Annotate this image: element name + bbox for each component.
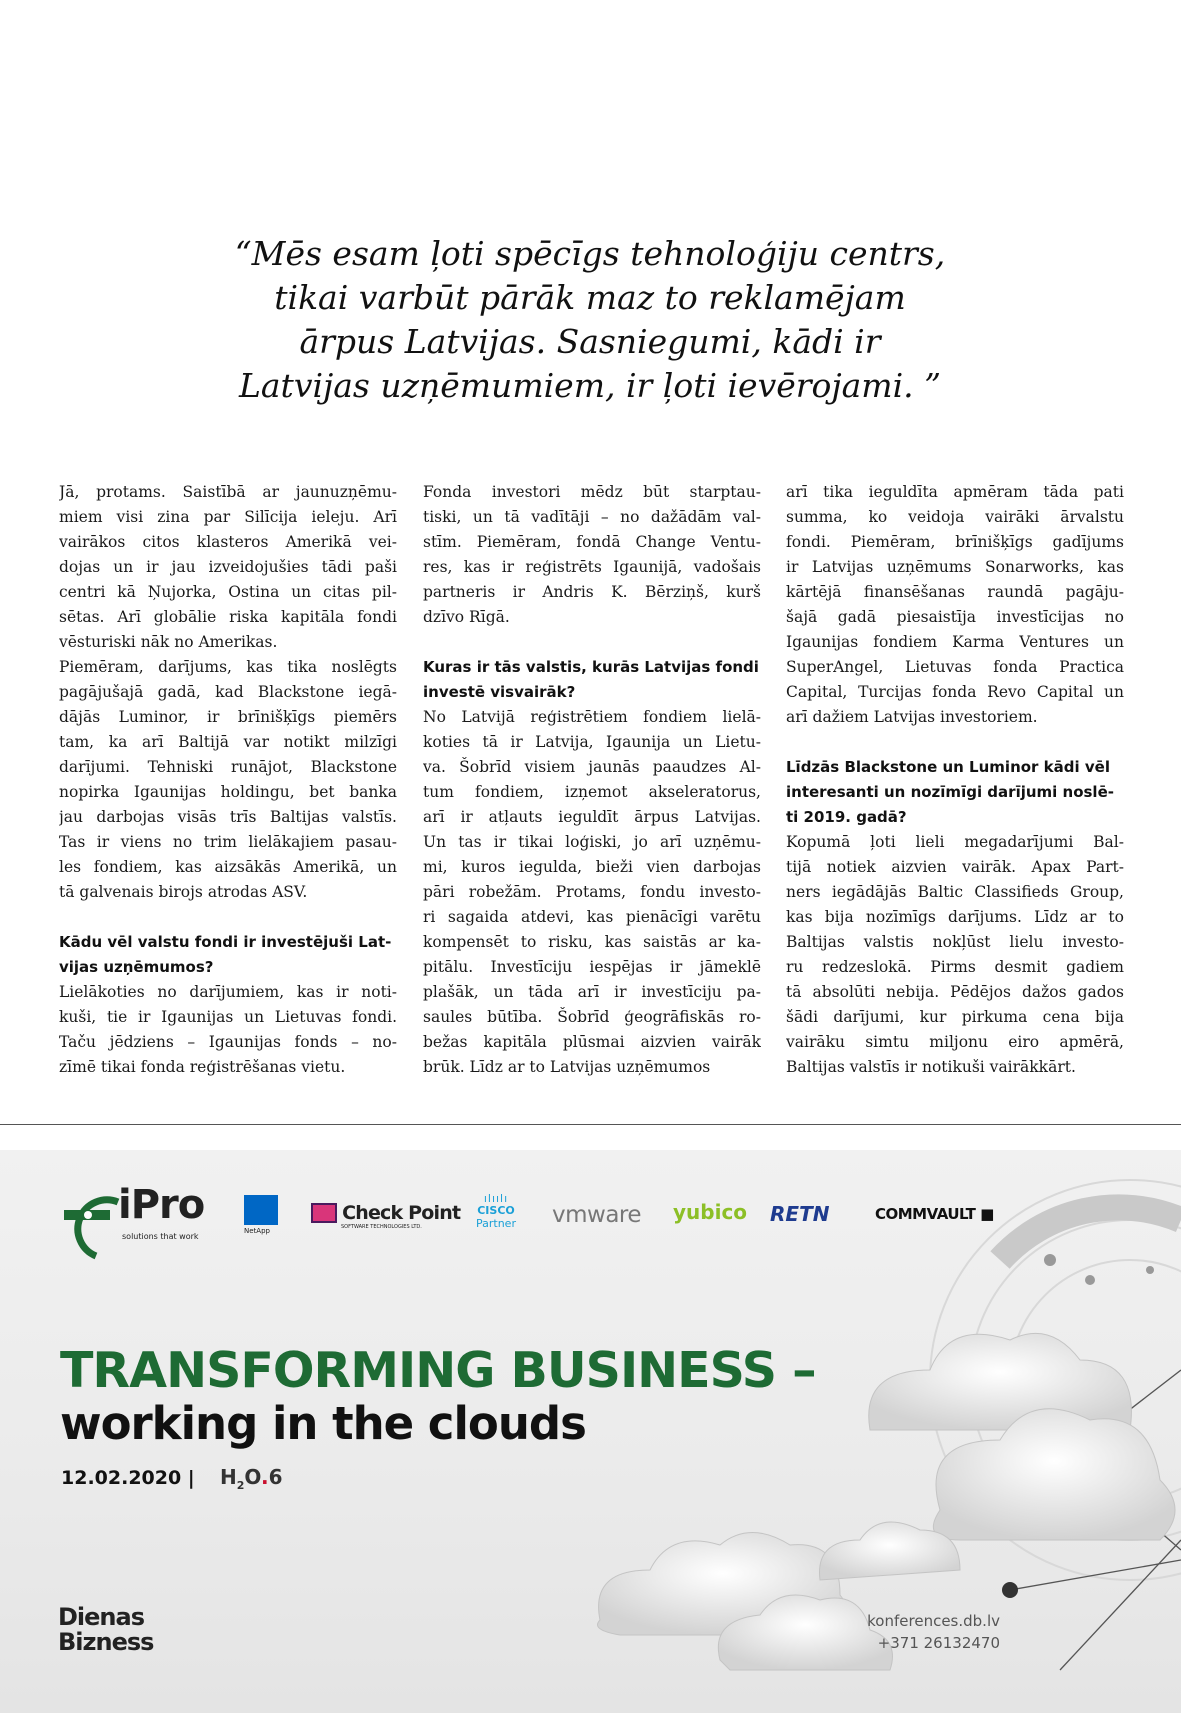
body-text-line: vēsturiski nāk no Amerikas. <box>59 633 278 651</box>
body-text-line: Igaunijas fondiem Karma Ventures un <box>786 633 1124 651</box>
body-text-line: vairākos citos klasteros Amerikā vei- <box>59 533 397 551</box>
checkpoint-name: Check Point <box>342 1202 461 1224</box>
contact-website[interactable]: konferences.db.lv <box>867 1612 1000 1630</box>
venue-digit: 6 <box>268 1465 283 1489</box>
pull-quote <box>150 232 1030 408</box>
body-text-line: Capital, Turcijas fonda Revo Capital un <box>786 683 1124 701</box>
section-heading-line: vijas uzņēmumos? <box>59 958 214 976</box>
article-body <box>59 480 1124 1080</box>
ipro-name: iPro <box>118 1182 205 1228</box>
sponsor-logos <box>0 1150 1181 1270</box>
body-text-line: Baltijas valstīs ir notikuši vairākkārt. <box>786 1058 1076 1076</box>
checkpoint-subtitle: SOFTWARE TECHNOLOGIES LTD. <box>341 1224 422 1230</box>
body-text-line: zīmē tikai fonda reģistrēšanas vietu. <box>59 1058 346 1076</box>
body-text-line: darījumi. Tehniski runājot, Blackstone <box>59 758 397 776</box>
body-text-line: pāri robežām. Protams, fondu investo- <box>423 883 761 901</box>
body-text-line: ir Latvijas uzņēmums Sonarworks, kas <box>786 558 1124 576</box>
body-text-line: brūk. Līdz ar to Latvijas uzņēmumos <box>423 1058 711 1076</box>
body-text-line: koties tā ir Latvija, Igaunija un Lietu- <box>423 733 761 751</box>
ad-title: TRANSFORMING BUSINESS – <box>60 1342 816 1399</box>
pull-quote-line: Latvijas uzņēmumiem, ir ļoti ievērojami. ” <box>238 366 942 405</box>
cisco-partner-label: Partner <box>476 1217 516 1230</box>
dienas-bizness-logo <box>58 1605 153 1655</box>
commvault-logo <box>875 1205 994 1223</box>
body-text-line: dojas un ir jau izveidojušies tādi paši <box>59 558 397 576</box>
body-text-line: plašāk, un tāda arī ir investīciju pa- <box>423 983 761 1001</box>
body-text-line: Un tas ir tikai loģiski, jo arī uzņēmu- <box>423 833 761 851</box>
cisco-partner-logo <box>468 1194 524 1230</box>
section-heading-line: Kuras ir tās valstis, kurās Latvijas fondi <box>423 658 759 676</box>
body-text-line: kompensēt to risku, kas saistās ar ka- <box>423 933 761 951</box>
body-text-line: partneris ir Andris K. Bērziņš, kurš <box>423 583 761 601</box>
body-text-line: miem visi zina par Silīcija ieleju. Arī <box>59 508 397 526</box>
body-text-line: kuši, tie ir Igaunijas un Lietuvas fondi. <box>59 1008 397 1026</box>
ipro-swirl-icon <box>56 1172 126 1262</box>
db-logo-line1: Dienas <box>58 1603 144 1631</box>
body-text-line: SuperAngel, Lietuvas fonda Practica <box>786 658 1124 676</box>
body-text-line: ners iegādājās Baltic Classifieds Group, <box>786 883 1124 901</box>
cisco-bars-icon: ılıılı <box>483 1192 509 1205</box>
body-text-line: arī ir atļauts ieguldīt ārpus Latvijas. <box>423 808 761 826</box>
body-text-line: stīm. Piemēram, fondā Change Ventu- <box>423 533 761 551</box>
commvault-name: COMMVAULT <box>875 1205 976 1223</box>
body-text-line: pagājušajā gadā, kad Blackstone iegā- <box>59 683 397 701</box>
body-text-line: va. Šobrīd visiem jaunās paaudzes Al- <box>423 758 761 776</box>
body-text-line: les fondiem, kas aizsākās Amerikā, un <box>59 858 397 876</box>
body-text-line: fondi. Piemēram, brīnišķīgs gadījums <box>786 533 1124 551</box>
checkpoint-icon <box>311 1203 337 1223</box>
body-text-line: bežas kapitāla plūsmai aizvien vairāk <box>423 1033 761 1051</box>
article-column-3 <box>786 480 1124 1080</box>
venue-dot: . <box>260 1465 269 1489</box>
body-text-line: Fonda investori mēdz būt starptau- <box>423 483 761 501</box>
body-text-line: centri kā Ņujorka, Ostina un citas pil- <box>59 583 397 601</box>
section-divider <box>0 1124 1181 1125</box>
contact-phone: +371 26132470 <box>877 1634 1000 1652</box>
article-column-1 <box>59 480 397 1080</box>
netapp-n-icon <box>244 1195 278 1225</box>
body-text-line: tā galvenais birojs atrodas ASV. <box>59 883 308 901</box>
body-text-line: ru redzeslokā. Pirms desmit gadiem <box>786 958 1124 976</box>
yubico-logo: yubico <box>673 1200 748 1224</box>
body-text-line: sētas. Arī globālie riska kapitāla fondi <box>59 608 397 626</box>
body-text-line: tiski, un tā vadītāji – no dažādām val- <box>423 508 761 526</box>
paragraph-gap <box>786 730 1124 755</box>
venue-logo <box>220 1465 283 1492</box>
paragraph-gap <box>423 630 761 655</box>
commvault-cube-icon: ■ <box>980 1205 994 1223</box>
venue-subscript: 2 <box>236 1479 245 1492</box>
body-text-line: tam, ka arī Baltijā var notikt milzīgi <box>59 733 397 751</box>
body-text-line: dājās Luminor, ir brīnišķīgs piemērs <box>59 708 397 726</box>
article-column-2 <box>423 480 761 1080</box>
db-logo-line2: Bizness <box>58 1628 154 1656</box>
body-text-line: nopirka Igaunijas holdingu, bet banka <box>59 783 397 801</box>
body-text-line: Piemēram, darījums, kas tika noslēgts <box>59 658 397 676</box>
body-text-line: šajā gadā piesaistīja investīcijas no <box>786 608 1124 626</box>
netapp-logo <box>244 1195 280 1235</box>
ipro-logo <box>56 1172 206 1262</box>
body-text-line: summa, ko veidoja vairāki ārvalstu <box>786 508 1124 526</box>
body-text-line: Lielākoties no darījumiem, kas ir noti- <box>59 983 397 1001</box>
ad-subtitle: working in the clouds <box>60 1397 586 1450</box>
body-text-line: Taču jēdziens – Igaunijas fonds – no- <box>59 1033 397 1051</box>
section-heading-line: ti 2019. gadā? <box>786 808 907 826</box>
body-text-line: tijā notiek aizvien vairāk. Apax Part- <box>786 858 1124 876</box>
body-text-line: Jā, protams. Saistībā ar jaunuzņēmu- <box>59 483 397 501</box>
body-text-line: kas bija nozīmīgs darījums. Līdz ar to <box>786 908 1124 926</box>
checkpoint-logo <box>311 1202 461 1230</box>
body-text-line: mi, kuros iegulda, bieži vien darbojas <box>423 858 761 876</box>
pull-quote-line: ārpus Latvijas. Sasniegumi, kādi ir <box>299 322 881 361</box>
body-text-line: arī dažiem Latvijas investoriem. <box>786 708 1038 726</box>
advertisement <box>0 1150 1181 1713</box>
body-text-line: pitālu. Investīciju iespējas ir jāmeklē <box>423 958 761 976</box>
contact-info <box>867 1610 1000 1654</box>
body-text-line: res, kas ir reģistrēts Igaunijā, vadošais <box>423 558 761 576</box>
ipro-tagline: solutions that work <box>122 1232 199 1241</box>
body-text-line: tum fondiem, izņemot akseleratorus, <box>423 783 761 801</box>
section-heading-line: interesanti un nozīmīgi darījumi noslē- <box>786 783 1114 801</box>
body-text-line: Baltijas valstis nokļūst lielu investo- <box>786 933 1124 951</box>
body-text-line: Kopumā ļoti lieli megadarījumi Bal- <box>786 833 1124 851</box>
cisco-name: CISCO <box>477 1204 515 1217</box>
body-text-line: šādi darījumi, kur pirkuma cena bija <box>786 1008 1124 1026</box>
body-text-line: jau darbojas visās trīs Baltijas valstīs. <box>59 808 397 826</box>
netapp-label: NetApp <box>244 1227 270 1235</box>
body-text-line: kārtējā finansēšanas raundā pagāju- <box>786 583 1124 601</box>
body-text-line: tā absolūti nebija. Pēdējos dažos gados <box>786 983 1124 1001</box>
vmware-logo: vmware <box>552 1202 642 1228</box>
venue-letter-o: O <box>244 1465 261 1489</box>
section-heading-line: Kādu vēl valstu fondi ir investējuši Lat- <box>59 933 392 951</box>
event-date: 12.02.2020 | <box>61 1467 195 1489</box>
pull-quote-line: “Mēs esam ļoti spēcīgs tehnoloģiju centrs, <box>234 234 946 273</box>
body-text-line: saules būtība. Šobrīd ģeogrāfiskās ro- <box>423 1008 761 1026</box>
body-text-line: Tas ir viens no trim lielākajiem pasau- <box>59 833 397 851</box>
body-text-line: vairāku simtu miljonu eiro apmērā, <box>786 1033 1124 1051</box>
body-text-line: dzīvo Rīgā. <box>423 608 510 626</box>
section-heading-line: investē visvairāk? <box>423 683 576 701</box>
body-text-line: arī tika ieguldīta apmēram tāda pati <box>786 483 1124 501</box>
pull-quote-line: tikai varbūt pārāk maz to reklamējam <box>274 278 906 317</box>
body-text-line: No Latvijā reģistrētiem fondiem lielā- <box>423 708 761 726</box>
venue-letter-h: H <box>220 1465 237 1489</box>
body-text-line: ri sagaida atdevi, kas pienācīgi varētu <box>423 908 761 926</box>
section-heading-line: Līdzās Blackstone un Luminor kādi vēl <box>786 758 1110 776</box>
retn-logo: RETN <box>770 1202 830 1226</box>
paragraph-gap <box>59 905 397 930</box>
